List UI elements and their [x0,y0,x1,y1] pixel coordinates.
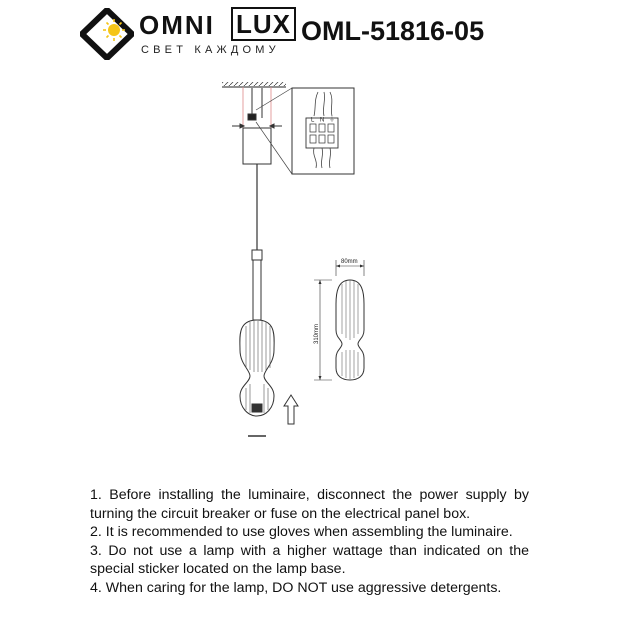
terminal-label-l: L [311,117,315,124]
instruction-item: 2. It is recommended to use gloves when assembling the luminaire. [90,524,513,541]
canopy [232,87,282,250]
brand-name-boxed: LUX [231,7,296,41]
instruction-item: 4. When caring for the lamp, DO NOT use aggressive detergents. [90,579,502,596]
instructions-list [90,486,529,598]
installation-drawing [0,70,623,470]
terminal-label-ground: ⏚ [329,117,336,124]
terminal-block-detail [292,88,354,174]
shade-dimensions [314,260,364,380]
height-dimension-label: 310mm [314,323,320,344]
width-dimension-label: 80mm [341,259,358,265]
terminal-label-n: N [320,117,325,124]
instruction-item: 3. Do not use a lamp with a higher wattage than indicated on the special sticker located on the lamp base. [90,542,529,578]
header [0,0,623,70]
pendant-lamp [240,250,274,436]
brand-name: OMNI [139,10,215,40]
instruction-item: 1. Before installing the luminaire, disconnect the power supply by turning the circuit breaker or fuse on the electrical panel box. [90,487,529,522]
ceiling-line [222,82,286,87]
model-number: OML-51816-05 [301,16,485,46]
brand-tagline: СВЕТ КАЖДОМУ [141,44,280,56]
arrow-up-icon [284,395,298,424]
omnilux-logo-icon [80,8,134,60]
